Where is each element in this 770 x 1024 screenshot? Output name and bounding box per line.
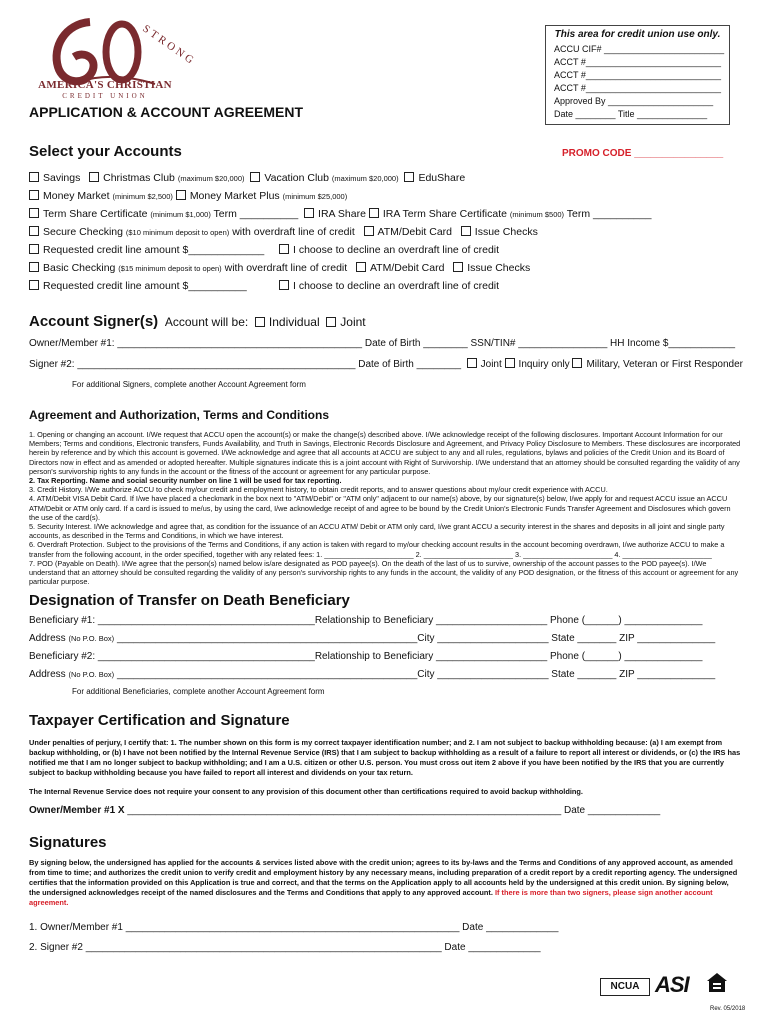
atm-debit-checkbox-2[interactable] [356,262,366,272]
edushare-label: EduShare [418,172,466,184]
owner-member-1-line[interactable]: Owner/Member #1: ____________________________________________ Date of Birth ________ SSN/TIN# ________________ HH Income $____________ [29,338,736,349]
signers-header [29,313,366,330]
secure-checking-label: Secure Checking [43,226,123,238]
ira-term-label: IRA Term Share Certificate [382,208,507,220]
secure-checking-tail: with overdraft line of credit [232,226,355,238]
address-note-2: (No P.O. Box) [68,670,115,679]
savings-checkbox[interactable] [29,172,39,182]
agreement-p5: 5. Security Interest. I/We acknowledge and agree that, as condition for the issuance of an ACCU ATM/ Debit or ATM only card, I/we grant ACCU a security interest in the shares and deposits in all joint and single party accounts, as described in the Terms and Conditions, in which we have interest. [29,522,725,541]
issue-checks-label-2: Issue Checks [467,262,531,274]
accounts-row-7 [29,280,247,292]
individual-label: Individual [268,315,320,329]
taxpayer-certification-text: Under penalties of perjury, I certify that: 1. The number shown on this form is my correct taxpayer identification number; and 2. I am not subject to backup withholding because: (a) I am exempt from backup withholding, or (b) I have not been notified by the Internal Revenue Service (IRS) that I am subject to backup withholding as a result of a failure to report all interest or dividends, or (c) the IRS has notified me that I am no longer subject to backup withholding; and I am a U.S. citizen or other U.S. person. You must cross out item 2 above if you have been notified by the IRS that you are currently subject to backup withholding because you have failed to report all interest and dividends on your tax return. [29,738,741,777]
agreement-p7: 7. POD (Payable on Death). I/We agree that the person(s) named below is/are designated as POD payee(s). On the death of the last of us to survive, ownership of the account passes to the POD payee(s). I/We understand that an attorney should be consulted regarding the validity of any person's survivorship rights to any funds in the account, the validity of any POD designation, or the fitness of this account or agreement for any particular purpose. [29,558,739,587]
money-market-label: Money Market [43,190,110,202]
christmas-club-label: Christmas Club [103,172,175,184]
decline-checkbox-2[interactable] [279,280,289,290]
ira-share-checkbox[interactable] [304,208,314,218]
logo-name: AMERICA'S CHRISTIAN [38,79,172,91]
money-market-plus-note: (minimum $25,000) [282,192,348,201]
signatures-body: By signing below, the undersigned has applied for the accounts & services listed above with the credit union; agrees to its by-laws and the Terms and Conditions of any approved account, as amended from time to time; and authorizes the credit union to verify credit and employment history by any necessary means, including preparation of a credit report by a credit reporting agency. The undersigned certifies that the information provided on this Application is true and correct, and that the terms on the Application apply to all accounts held by the undersigned at this credit union. By signing below, the undersigned acknowledges receipt of the named disclosures and the Terms and Conditions that apply to any approved account. [29,858,738,897]
term-share-note: (minimum $1,000) [150,210,211,219]
money-market-plus-label: Money Market Plus [189,190,280,202]
requested-line-field-1[interactable]: Requested credit line amount $_____________ [43,244,265,256]
owner-signature-date[interactable]: Date _____________ [563,805,661,816]
cu-box-heading: This area for credit union use only. [554,29,721,40]
basic-checking-note: ($15 minimum deposit to open) [118,264,222,273]
section-title-taxpayer: Taxpayer Certification and Signature [29,712,290,729]
basic-checking-checkbox[interactable] [29,262,39,272]
military-checkbox[interactable] [572,358,582,368]
ira-term-field[interactable]: Term __________ [566,208,652,220]
agreement-p3: 3. Credit History. I/We authorize ACCU to check my/our credit and employment history, to obtain credit reports, and to answer questions about my/our credit experience with ACCU. [29,485,608,495]
requested-line-field-2[interactable]: Requested credit line amount $__________ [43,280,247,292]
cu-acct-field-1[interactable]: ACCT #___________________________ [554,57,721,67]
address-field-1[interactable]: ______________________________________________________City ____________________ State _______ ZIP ______________ [116,633,716,644]
vacation-club-note: (maximum $20,000) [331,174,399,183]
accounts-row-5 [29,244,264,256]
money-market-plus-checkbox[interactable] [176,190,186,200]
agreement-p1: 1. Opening or changing an account. I/We request that ACCU open the account(s) or make the change(s) described above. I/We acknowledge receipt of the following disclosures. Important Account Information for our Members; Terms and conditions, Electronic transfers, Funds Availability, and Truth in Savings, Electronic Records Disclosure and Agreement, and Privacy Policy Disclosure to Members. These disclosures are incorporated herein by reference and by which this account is governed. I/We acknowledge and agree that all accounts at ACCU are subject to any and all rules, regulations, bylaws and policies of the Credit Union and its Board of Directors now in effect and as amended or adopted hereafter. Multiple signatures indicate this is a joint account with Right of Survivorship. I/We understand that an attorney should be consulted regarding the validity of any person's survivorship rights to any funds in the account or the fitness of the account or agreement for any particular purpose. [29,430,741,476]
ncua-logo: NCUA [600,978,650,996]
accounts-row-1 [29,172,465,184]
savings-label: Savings [43,172,81,184]
decline-checkbox-1[interactable] [279,244,289,254]
beneficiary-1-address [29,633,715,644]
beneficiary-2-line[interactable]: Beneficiary #2: _______________________________________Relationship to Beneficiary ____________________ Phone (______) ______________ [29,651,703,662]
section-title-accounts: Select your Accounts [29,143,182,160]
inquiry-only-checkbox[interactable] [505,358,515,368]
requested-line-checkbox-2[interactable] [29,280,39,290]
owner-signature-label: Owner/Member #1 X [29,805,125,816]
agreement-p6: 6. Overdraft Protection. Subject to the provisions of the Terms and Conditions, if any action is taken with regard to my/our checking account results in the account becoming overdrawn, I/we authorize ACCU to make a transfer from the following account, in the order specified, together with any related fees: 1. ______________________ 2. ______________________ 3. ______________________ 4. ______________________ [29,540,725,559]
agreement-terms [29,430,741,586]
cu-date-title-field[interactable]: Date ________ Title ______________ [554,109,708,119]
accounts-row-6 [29,262,530,274]
signer-joint-label: Joint [480,359,502,370]
atm-debit-label-1: ATM/Debit Card [377,226,453,238]
term-share-checkbox[interactable] [29,208,39,218]
promo-code-field[interactable]: PROMO CODE ________________ [562,148,724,159]
address-field-2[interactable]: ______________________________________________________City ____________________ State _______ ZIP ______________ [116,669,716,680]
secure-checking-checkbox[interactable] [29,226,39,236]
accounts-row-3 [29,208,651,220]
logo-subname: CREDIT UNION [62,92,148,100]
atm-debit-checkbox-1[interactable] [364,226,374,236]
decline-row-2 [279,280,499,292]
beneficiary-2-address [29,669,715,680]
christmas-club-checkbox[interactable] [89,172,99,182]
vacation-club-label: Vacation Club [264,172,329,184]
ira-term-note: (minimum $500) [509,210,565,219]
cu-acct-field-3[interactable]: ACCT #___________________________ [554,83,721,93]
term-share-label: Term Share Certificate [43,208,148,220]
basic-checking-label: Basic Checking [43,262,116,274]
signature-line-1[interactable]: 1. Owner/Member #1 ____________________________________________________________ Date _____________ [29,922,559,933]
military-label: Military, Veteran or First Responder [586,359,744,370]
money-market-note: (minimum $2,500) [112,192,173,201]
svg-text:STRONG: STRONG [140,22,198,69]
accounts-row-4 [29,226,538,238]
signer-2-line [29,358,743,370]
beneficiary-1-line[interactable]: Beneficiary #1: _______________________________________Relationship to Beneficiary ____________________ Phone (______) ______________ [29,615,703,626]
joint-label: Joint [340,315,366,329]
signer-joint-checkbox[interactable] [467,358,477,368]
address-label-2: Address [29,669,66,680]
section-title-signers: Account Signer(s) [29,313,159,330]
signature-line-2[interactable]: 2. Signer #2 ________________________________________________________________ Date _____________ [29,942,541,953]
cu-cif-field[interactable]: ACCU CIF# ________________________ [554,44,725,54]
equal-housing-icon [706,972,728,994]
cu-approved-by-field[interactable]: Approved By _____________________ [554,96,714,106]
vacation-club-checkbox[interactable] [250,172,260,182]
account-will-be-label: Account will be: [164,315,249,329]
christmas-club-note: (maximum $20,000) [177,174,245,183]
address-note-1: (No P.O. Box) [68,634,115,643]
issue-checks-checkbox-1[interactable] [461,226,471,236]
accounts-row-2 [29,190,347,202]
signatures-warning: If there is more than two signers, please sign another account agreement. [29,888,713,907]
section-title-beneficiary: Designation of Transfer on Death Beneficiary [29,592,350,609]
owner-signature-field[interactable]: ______________________________________________________________________________ [127,805,562,816]
section-title-signatures: Signatures [29,834,107,851]
owner-signature-line [29,805,660,816]
issue-checks-label-1: Issue Checks [474,226,538,238]
individual-checkbox[interactable] [255,317,265,327]
decline-label-1: I choose to decline an overdraft line of credit [293,244,500,256]
ira-share-label: IRA Share [318,208,366,220]
secure-checking-note: ($10 minimum deposit to open) [125,228,230,237]
page-title: APPLICATION & ACCOUNT AGREEMENT [29,104,304,120]
revision-label: Rev. 05/2018 [710,1006,746,1012]
requested-line-checkbox-1[interactable] [29,244,39,254]
agreement-p4: 4. ATM/Debit VISA Debit Card. If I/we have placed a checkmark in the box next to "ATM/Debit" or "ATM only" adjacent to our name(s) above, by our signature(s) below, I/we apply for and request ACCU issue an ACCU ATM/Debit or ATM only card. If a card is issued to me/us, by using the card, I/we acknowledge receipt of and agree to be bound by the Credit Union's Electronic Funds Transfer Agreement and Disclosures which govern the use of the card(s). [29,494,731,522]
agreement-p2: 2. Tax Reporting. Name and social security number on line 1 will be used for tax reporting. [29,476,342,486]
credit-union-use-box [545,25,730,125]
signer-2-field[interactable]: Signer #2: __________________________________________________ Date of Birth ________ [29,359,462,370]
additional-beneficiaries-note: For additional Beneficiaries, complete another Account Agreement form [72,687,325,696]
joint-checkbox[interactable] [326,317,336,327]
section-title-agreement: Agreement and Authorization, Terms and Conditions [29,408,330,422]
basic-checking-tail: with overdraft line of credit [224,262,348,274]
additional-signers-note: For additional Signers, complete another Account Agreement form [72,380,306,389]
decline-label-2: I choose to decline an overdraft line of credit [293,280,500,292]
term-field[interactable]: Term __________ [213,208,299,220]
irs-consent-note: The Internal Revenue Service does not require your consent to any provision of this document other than certifications required to avoid backup withholding. [29,787,583,796]
cu-acct-field-2[interactable]: ACCT #___________________________ [554,70,721,80]
money-market-checkbox[interactable] [29,190,39,200]
atm-debit-label-2: ATM/Debit Card [369,262,445,274]
issue-checks-checkbox-2[interactable] [453,262,463,272]
address-label-1: Address [29,633,66,644]
inquiry-only-label: Inquiry only [518,359,570,370]
signatures-text [29,858,741,908]
asi-logo: ASI [655,972,689,997]
edushare-checkbox[interactable] [404,172,414,182]
decline-row-1 [279,244,499,256]
ira-term-checkbox[interactable] [369,208,379,218]
